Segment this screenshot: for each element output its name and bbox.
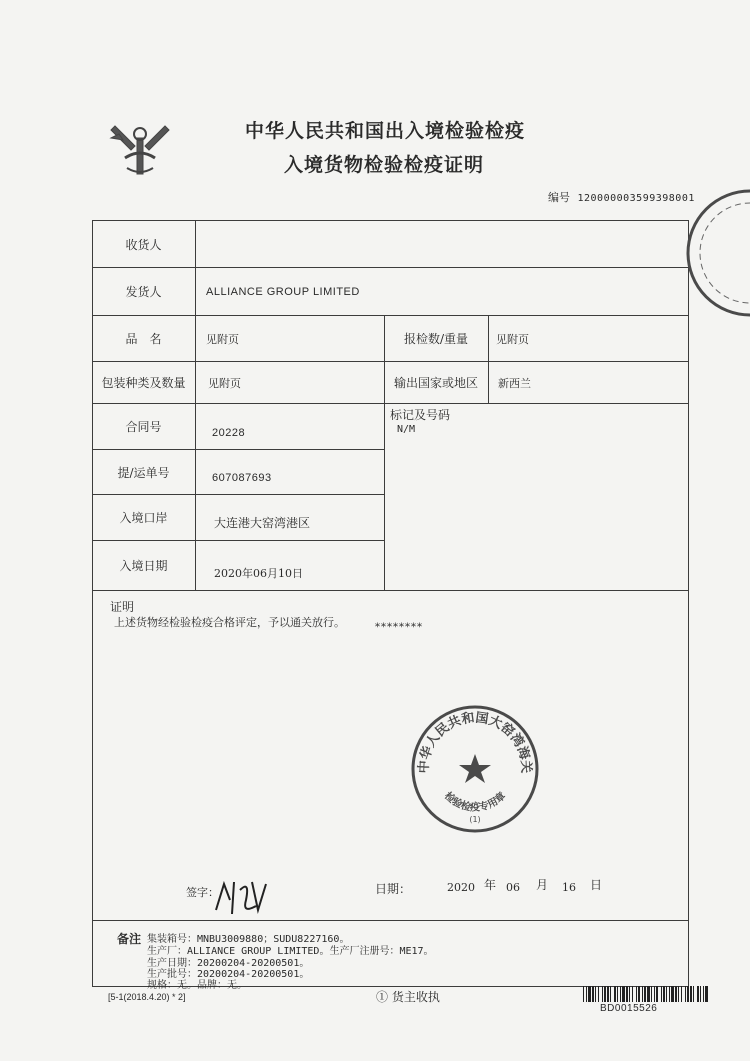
barcode-bar (697, 986, 699, 1002)
barcode-bar (654, 986, 655, 1002)
barcode-bar (651, 986, 652, 1002)
edge-seal-icon (678, 178, 750, 328)
packing-label: 包装种类及数量 (101, 376, 186, 390)
grid-line (488, 315, 489, 403)
barcode-bar (663, 986, 665, 1002)
barcode-bar (588, 986, 591, 1002)
barcode-bar (617, 986, 618, 1002)
barcode-bar (705, 986, 708, 1002)
barcode-bar (642, 986, 643, 1002)
barcode-bar (610, 986, 611, 1002)
barcode-bar (602, 986, 603, 1002)
barcode-bar (636, 986, 637, 1002)
barcode-bar (626, 986, 628, 1002)
barcode-bar (700, 986, 701, 1002)
form-number: [5-1(2018.4.20) * 2] (108, 992, 186, 1002)
date-month: 06 (506, 881, 520, 894)
quantity-weight-label: 报检数/重量 (403, 332, 469, 346)
certificate-label: 证明 (110, 600, 135, 614)
barcode-bar (586, 986, 587, 1002)
remarks-line: 规格：无。品牌：无。 (147, 980, 247, 991)
barcode-bar (592, 986, 594, 1002)
origin-country-label: 输出国家或地区 (393, 376, 478, 390)
barcode-bar (687, 986, 689, 1002)
barcode-bar (604, 986, 606, 1002)
entry-date-label: 入境日期 (119, 559, 168, 573)
barcode-bar (598, 986, 599, 1002)
barcode-bar (629, 986, 630, 1002)
document-title: 中华人民共和国出入境检验检疫 (244, 120, 525, 142)
certificate-text: 上述货物经检验检疫合格评定，予以通关放行。 (114, 616, 345, 629)
signature-label: 签字： (186, 886, 219, 899)
date-day-unit: 日 (590, 878, 603, 892)
contract-label: 合同号 (125, 420, 162, 434)
certificate-stars: ******** (375, 622, 423, 633)
remarks-line: 生产日期：20200204-20200501。 (147, 958, 310, 969)
seal-text: 中华人民共和国大窑湾海关 (416, 710, 534, 774)
barcode-bar (595, 986, 596, 1002)
goods-name-value: 见附页 (206, 332, 239, 346)
grid-line (688, 220, 689, 986)
consignor-label: 发货人 (125, 285, 162, 299)
entry-date-value: 2020年06月10日 (214, 566, 303, 580)
barcode-bar (622, 986, 625, 1002)
remarks-line: 生产批号：20200204-20200501。 (147, 969, 310, 980)
packing-value: 见附页 (208, 376, 241, 390)
barcode-bar (671, 986, 674, 1002)
barcode-bar (620, 986, 621, 1002)
barcode-bar (583, 986, 584, 1002)
official-seal-icon (408, 702, 542, 836)
serial-label: 编号 (548, 191, 570, 204)
date-label: 日期： (375, 882, 412, 896)
svg-text:检验检疫专用章 (442, 789, 508, 814)
remarks-label: 备注 (117, 932, 142, 946)
grid-line (92, 920, 688, 921)
barcode-bar (685, 986, 686, 1002)
date-year: 2020 (447, 881, 475, 894)
barcode-bar (632, 986, 633, 1002)
grid-line (92, 590, 688, 591)
seal-number: (1) (469, 815, 481, 824)
barcode-bar (644, 986, 646, 1002)
origin-country-value: 新西兰 (498, 376, 531, 390)
goods-name-label: 品 名 (125, 332, 162, 346)
consignee-value (204, 221, 674, 267)
barcode-bar (647, 986, 650, 1002)
contract-value: 20228 (212, 426, 246, 439)
entry-port-value: 大连港大窑湾港区 (214, 516, 311, 530)
barcode-bar (666, 986, 667, 1002)
barcode-bar (681, 986, 682, 1002)
barcode-bar (661, 986, 662, 1002)
consignor-value: ALLIANCE GROUP LIMITED (206, 285, 360, 298)
barcode-bar (607, 986, 609, 1002)
date-day: 16 (562, 881, 576, 894)
copy-label: ① 货主收执 (376, 990, 440, 1004)
barcode-number: BD0015526 (600, 1003, 658, 1014)
barcode-bar (614, 986, 616, 1002)
bill-of-lading-label: 提/运单号 (117, 465, 170, 480)
barcode-bar (669, 986, 670, 1002)
barcode-bar (675, 986, 677, 1002)
barcode-bar (690, 986, 692, 1002)
serial-value: 120000003599398001 (577, 193, 695, 204)
bill-of-lading-value: 607087693 (212, 472, 272, 484)
date-month-unit: 月 (536, 878, 549, 892)
entry-port-label: 入境口岸 (119, 511, 168, 525)
barcode-bar (693, 986, 694, 1002)
date-year-unit: 年 (484, 878, 497, 892)
serial-number (548, 189, 695, 205)
marks-label: 标记及号码 (390, 408, 451, 422)
barcode-icon (583, 986, 709, 1002)
remarks-line: 生产厂：ALLIANCE GROUP LIMITED。生产厂注册号：ME17。 (147, 946, 434, 957)
document-subtitle: 入境货物检验检疫证明 (283, 154, 484, 176)
barcode-bar (638, 986, 640, 1002)
grid-line (195, 220, 196, 590)
barcode-bar (656, 986, 658, 1002)
marks-value: N/M (397, 424, 416, 435)
seal-subtext: 检验检疫专用章 (441, 790, 509, 814)
consignee-label: 收货人 (125, 237, 162, 252)
quantity-weight-value: 见附页 (496, 332, 529, 346)
barcode-bar (678, 986, 679, 1002)
handwritten-signature-icon (212, 870, 272, 920)
remarks-line: 集装箱号：MNBU3009880；SUDU8227160。 (147, 934, 350, 945)
barcode-bar (703, 986, 704, 1002)
